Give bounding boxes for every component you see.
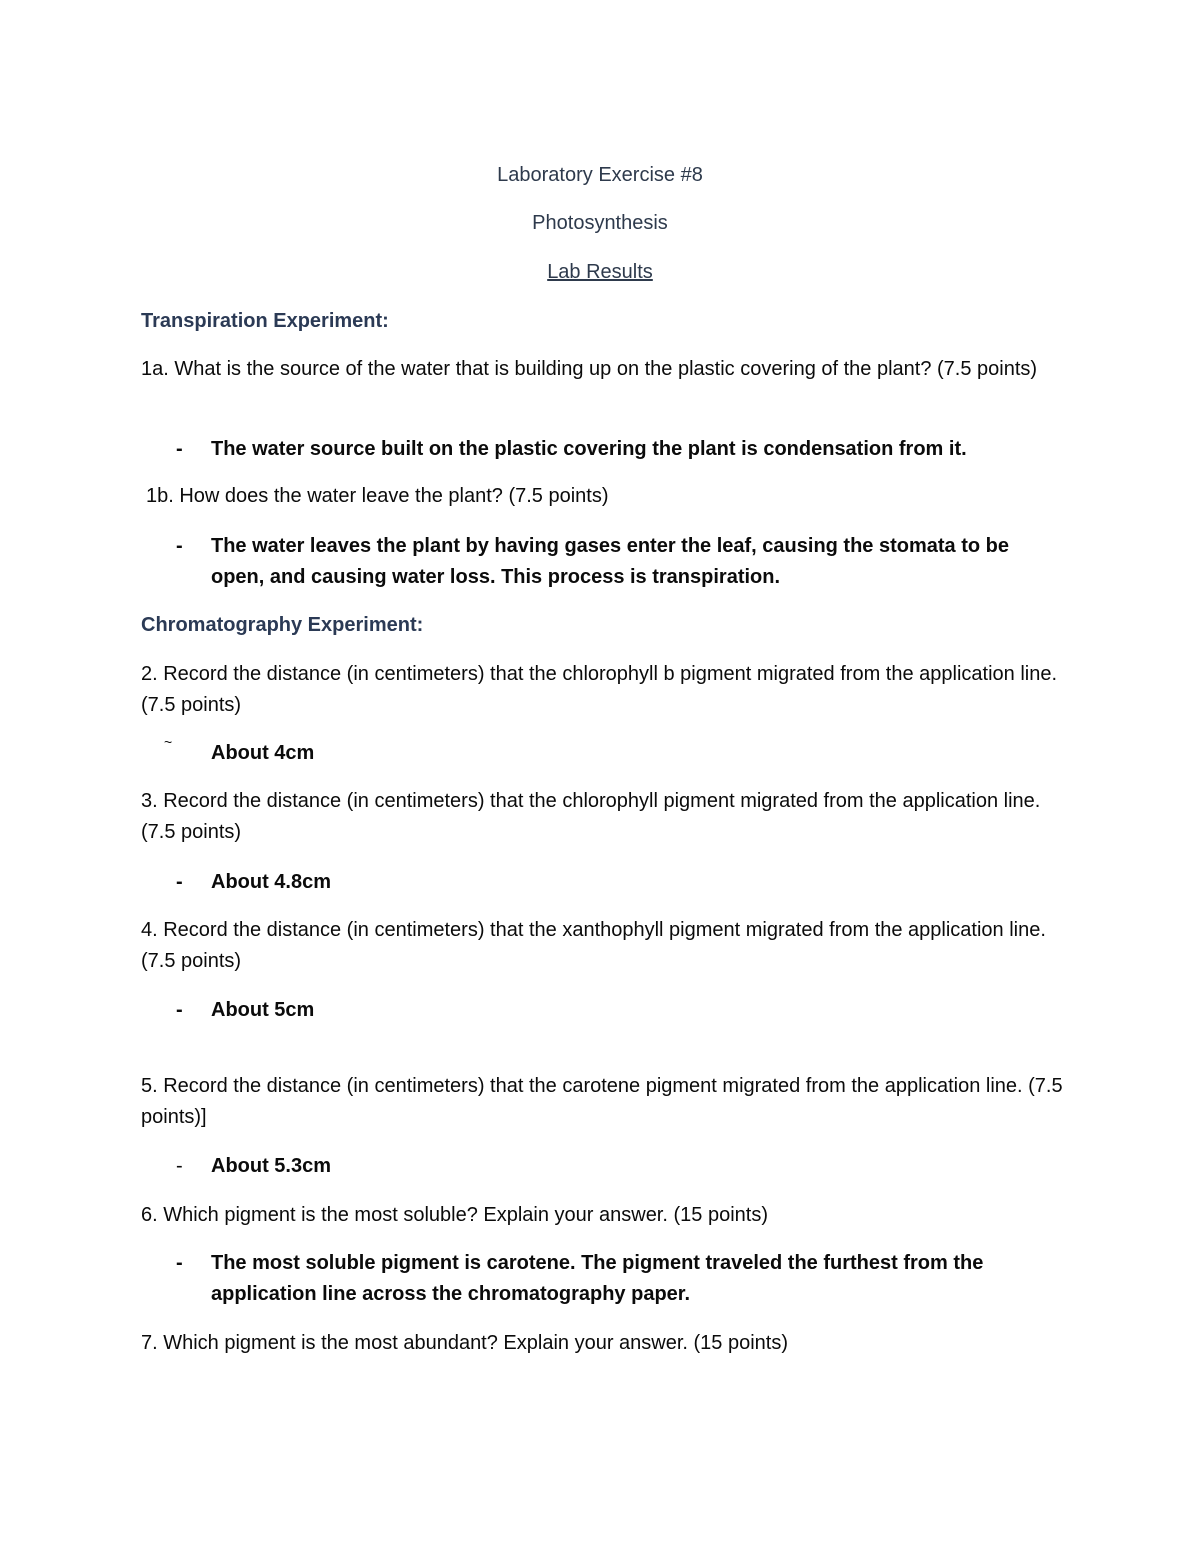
tilde-bullet: ~ — [164, 734, 173, 750]
answer-text: The water leaves the plant by having gases enter the leaf, causing the stomata to be open, and causing water loss. This process is transpiration. — [211, 535, 1010, 588]
answer-text: About 4.8cm — [211, 871, 332, 893]
answer-text: About 5.3cm — [211, 1155, 332, 1177]
question-3: 3. Record the distance (in centimeters) that the chlorophyll pigment migrated from the application line. (7.5 points) — [141, 790, 1041, 843]
question-1a: 1a. What is the source of the water that is building up on the plastic covering of the plant? (7.5 points) — [141, 358, 1038, 380]
answer-text: The most soluble pigment is carotene. The pigment traveled the furthest from the application line across the chromatography paper. — [211, 1252, 984, 1305]
question-1b: 1b. How does the water leave the plant? (7.5 points) — [146, 485, 609, 507]
dash-bullet: - — [176, 535, 183, 557]
answer-text: The water source built on the plastic covering the plant is condensation from it. — [211, 438, 967, 460]
dash-bullet: - — [176, 871, 183, 893]
dash-bullet: - — [176, 1155, 183, 1177]
question-2: 2. Record the distance (in centimeters) that the chlorophyll b pigment migrated from the application line. (7.5 points) — [141, 663, 1058, 716]
document-title: Laboratory Exercise #8 — [497, 164, 703, 186]
dash-bullet: - — [176, 438, 183, 460]
answer-text: About 5cm — [211, 999, 315, 1021]
document-subtitle: Photosynthesis — [532, 212, 668, 234]
results-heading: Lab Results — [547, 261, 653, 283]
question-5: 5. Record the distance (in centimeters) that the carotene pigment migrated from the application line. (7.5 points)] — [141, 1075, 1063, 1128]
section-heading-transpiration: Transpiration Experiment: — [141, 310, 389, 332]
answer-text: About 4cm — [211, 742, 315, 764]
section-heading-chromatography: Chromatography Experiment: — [141, 614, 424, 636]
question-7: 7. Which pigment is the most abundant? Explain your answer. (15 points) — [141, 1332, 789, 1354]
dash-bullet: - — [176, 1252, 183, 1274]
question-6: 6. Which pigment is the most soluble? Explain your answer. (15 points) — [141, 1204, 768, 1226]
question-4: 4. Record the distance (in centimeters) that the xanthophyll pigment migrated from the application line. (7.5 points) — [141, 919, 1046, 972]
dash-bullet: - — [176, 999, 183, 1021]
